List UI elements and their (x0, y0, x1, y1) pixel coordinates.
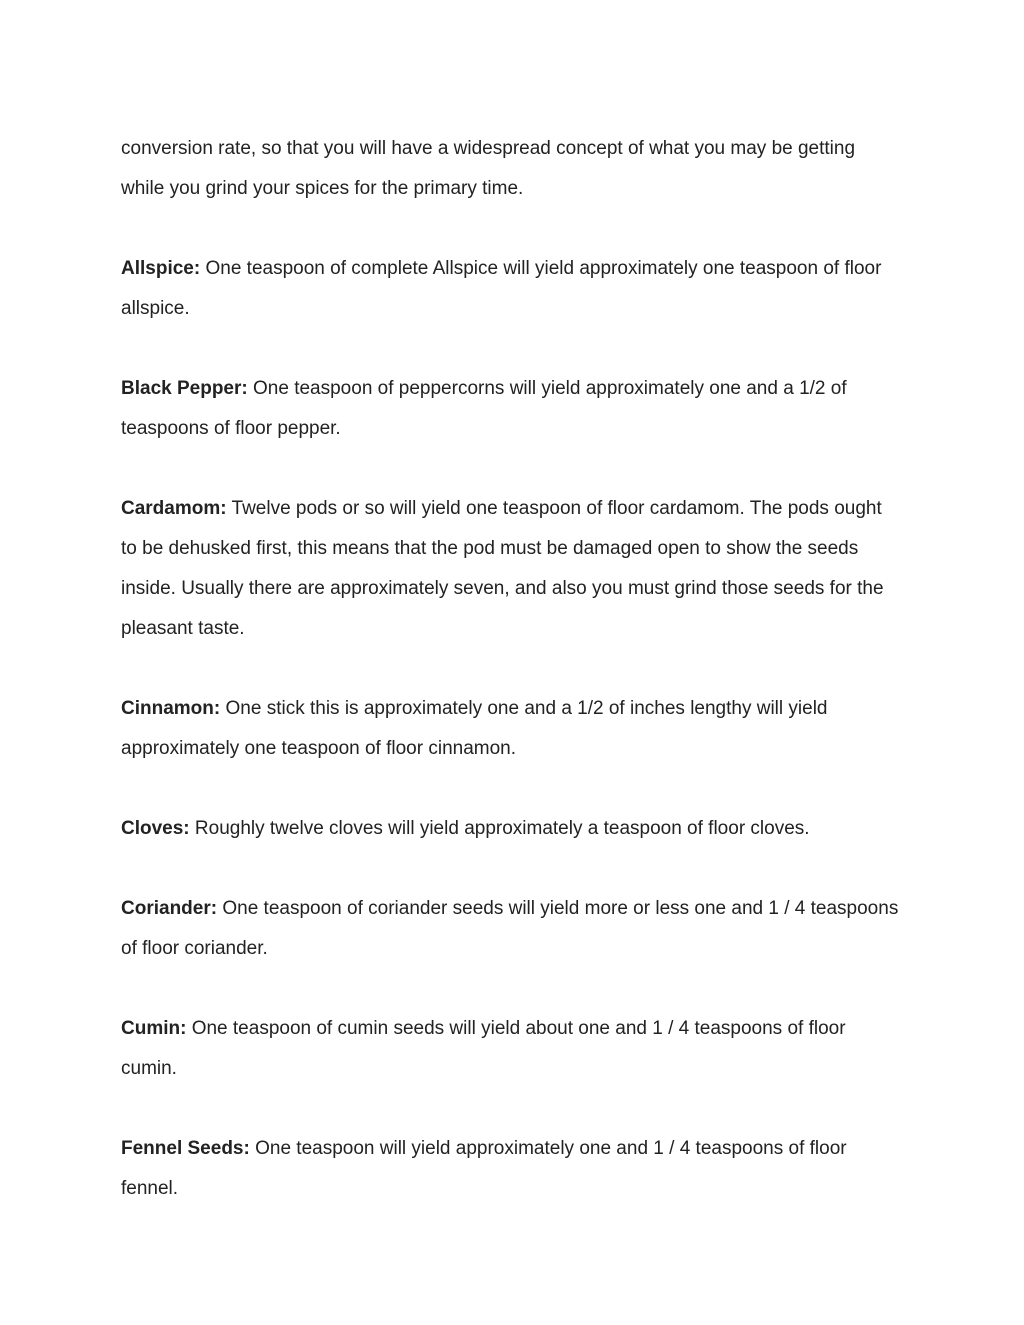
entry-cloves (121, 809, 901, 849)
entry-black-pepper (121, 369, 901, 449)
entry-coriander (121, 889, 901, 969)
entry-term: Coriander: (121, 898, 218, 919)
entry-term: Cardamom: (121, 498, 227, 519)
entry-cumin (121, 1009, 901, 1089)
entry-cinnamon (121, 689, 901, 769)
document-page (121, 129, 901, 1249)
entry-fennel-seeds (121, 1129, 901, 1209)
entry-term: Fennel Seeds: (121, 1138, 250, 1159)
entry-term: Allspice: (121, 258, 201, 279)
entry-text: One teaspoon of peppercorns will yield approximately one and a 1/2 of teaspoons of floor pepper. (121, 378, 847, 439)
entry-allspice (121, 249, 901, 329)
entry-term: Cumin: (121, 1018, 187, 1039)
entry-term: Black Pepper: (121, 378, 248, 399)
entry-text: One stick this is approximately one and a 1/2 of inches lengthy will yield approximately one teaspoon of floor cinnamon. (121, 698, 828, 759)
entry-text: Twelve pods or so will yield one teaspoon of floor cardamom. The pods ought to be dehusked first, this means that the pod must be damaged open to show the seeds inside. Usually there are approximately seven, and also you must grind those seeds for the pleasant taste. (121, 498, 884, 639)
entry-text: One teaspoon will yield approximately one and 1 / 4 teaspoons of floor fennel. (121, 1138, 847, 1199)
entry-text: Roughly twelve cloves will yield approximately a teaspoon of floor cloves. (189, 818, 810, 839)
entry-text: One teaspoon of complete Allspice will yield approximately one teaspoon of floor allspice. (121, 258, 882, 319)
entry-text: One teaspoon of coriander seeds will yield more or less one and 1 / 4 teaspoons of floor coriander. (121, 898, 899, 959)
intro-paragraph: conversion rate, so that you will have a widespread concept of what you may be getting while you grind your spices for the primary time. (121, 138, 856, 199)
entry-cardamom (121, 489, 901, 649)
entry-term: Cinnamon: (121, 698, 221, 719)
entry-term: Cloves: (121, 818, 190, 839)
entry-text: One teaspoon of cumin seeds will yield about one and 1 / 4 teaspoons of floor cumin. (121, 1018, 846, 1079)
